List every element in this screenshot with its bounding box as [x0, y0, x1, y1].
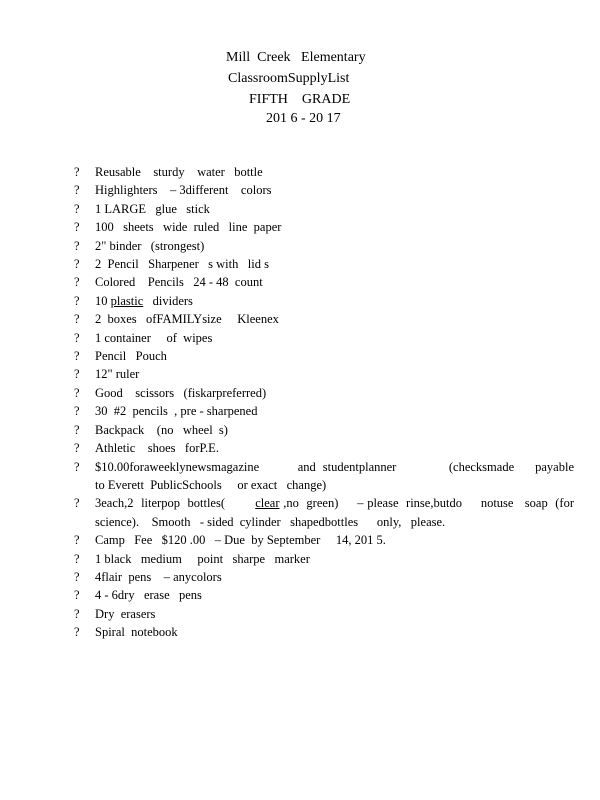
- supply-item-text: [95, 531, 574, 549]
- supply-item-text: [95, 568, 574, 586]
- supply-item-text: [95, 218, 574, 236]
- item-text-part: dividers: [143, 293, 193, 308]
- supply-item-text: [95, 439, 574, 457]
- item-text-part: 1 LARGE glue stick: [95, 201, 210, 216]
- supply-list-item: [74, 550, 574, 568]
- bullet-glyph: ?: [74, 459, 80, 474]
- supply-list-item: [74, 494, 578, 531]
- supply-list-item: [74, 402, 574, 420]
- bullet-glyph: ?: [74, 569, 80, 584]
- bullet-glyph: ?: [74, 201, 80, 216]
- item-text-part: 3each,2 literpop bottles(: [95, 496, 256, 511]
- item-text-part: 30 #2 pencils , pre - sharpened: [95, 404, 258, 419]
- supply-item-text: [95, 402, 574, 420]
- supply-list-item: [74, 586, 574, 604]
- bullet-glyph: ?: [74, 625, 80, 640]
- bullet-glyph: ?: [74, 496, 80, 511]
- supply-item-text: [95, 347, 574, 365]
- supply-item-text: [95, 273, 574, 291]
- item-text-part: 2" binder (strongest): [95, 238, 205, 253]
- item-text-part: ,no green) – please rinse,butdo notuse soap (for science). Smooth - sided cylinder shapedbottles only, please.: [95, 496, 578, 529]
- bullet-glyph: ?: [74, 165, 80, 179]
- bullet-glyph: ?: [74, 330, 80, 345]
- school-name: Mill Creek Elementary: [226, 50, 366, 65]
- supply-item-text: [95, 421, 574, 439]
- school-year: 201 6 - 20 17: [266, 111, 341, 126]
- bullet-glyph: ?: [74, 220, 80, 235]
- item-text-part: Highlighters – 3different colors: [95, 183, 272, 198]
- item-text-part: 2 Pencil Sharpener s with lid s: [95, 257, 269, 272]
- underlined-word: clear: [255, 496, 280, 511]
- supply-item-text: [95, 586, 574, 604]
- supply-list-item: [74, 384, 574, 402]
- item-text-part: Backpack (no wheel s): [95, 422, 228, 437]
- supply-list-item: [74, 237, 574, 255]
- supply-list-item: [74, 623, 574, 641]
- supply-list-item: [74, 329, 574, 347]
- item-text-part: Camp Fee $120 .00 – Due by September 14, 201 5.: [95, 533, 386, 548]
- supply-item-text: [95, 255, 574, 273]
- bullet-glyph: ?: [74, 293, 80, 308]
- bullet-glyph: ?: [74, 551, 80, 566]
- supply-list-item: [74, 181, 574, 199]
- item-text-part: Pencil Pouch: [95, 349, 167, 364]
- supply-item-text: [95, 605, 574, 623]
- item-text-part: Good scissors (fiskarpreferred): [95, 385, 267, 400]
- supply-list-item: [74, 458, 584, 495]
- supply-item-text: [95, 329, 574, 347]
- supply-list-item: [74, 255, 574, 273]
- supply-list-item: [74, 365, 574, 383]
- bullet-glyph: ?: [74, 441, 80, 456]
- bullet-glyph: ?: [74, 533, 80, 548]
- supply-item-text: [95, 494, 578, 531]
- supply-item-text: [95, 163, 574, 181]
- bullet-glyph: ?: [74, 422, 80, 437]
- supply-list-item: [74, 292, 574, 310]
- item-text-part: $10.00foraweeklynewsmagazine and studentplanner (checksmade payable to Everett PublicSchools or exact change): [95, 459, 584, 492]
- supply-item-text: [95, 237, 574, 255]
- supply-list-item: [74, 347, 574, 365]
- bullet-glyph: ?: [74, 588, 80, 603]
- bullet-glyph: ?: [74, 183, 80, 198]
- supply-item-text: [95, 458, 584, 495]
- supply-item-text: [95, 623, 574, 641]
- supply-item-text: [95, 181, 574, 199]
- supply-list-item: [74, 273, 574, 291]
- document-title: ClassroomSupplyList: [228, 71, 350, 86]
- bullet-glyph: ?: [74, 385, 80, 400]
- bullet-glyph: ?: [74, 349, 80, 364]
- bullet-glyph: ?: [74, 312, 80, 327]
- item-text-part: 4flair pens – anycolors: [95, 569, 222, 584]
- item-text-part: 100 sheets wide ruled line paper: [95, 220, 282, 235]
- bullet-glyph: ?: [74, 606, 80, 621]
- item-text-part: 4 - 6dry erase pens: [95, 588, 202, 603]
- item-text-part: Spiral notebook: [95, 625, 178, 640]
- item-text-part: 10: [95, 293, 111, 308]
- supply-list-item: [74, 163, 574, 181]
- item-text-part: Athletic shoes forP.E.: [95, 441, 219, 456]
- item-text-part: 1 black medium point sharpe marker: [95, 551, 310, 566]
- supply-list-item: [74, 531, 574, 549]
- grade-label: FIFTH GRADE: [249, 92, 351, 107]
- item-text-part: Colored Pencils 24 - 48 count: [95, 275, 263, 290]
- bullet-glyph: ?: [74, 367, 80, 382]
- supply-item-text: [95, 310, 574, 328]
- bullet-glyph: ?: [74, 238, 80, 253]
- supply-item-text: [95, 384, 574, 402]
- item-text-part: 2 boxes ofFAMILYsize Kleenex: [95, 312, 279, 327]
- supply-list: [74, 163, 584, 642]
- bullet-glyph: ?: [74, 404, 80, 419]
- item-text-part: 1 container of wipes: [95, 330, 213, 345]
- supply-item-text: [95, 292, 574, 310]
- supply-list-item: [74, 218, 574, 236]
- supply-list-item: [74, 310, 574, 328]
- supply-item-text: [95, 550, 574, 568]
- item-text-part: Dry erasers: [95, 606, 156, 621]
- bullet-glyph: ?: [74, 275, 80, 290]
- supply-list-item: [74, 568, 574, 586]
- supply-item-text: [95, 200, 574, 218]
- supply-list-item: [74, 439, 574, 457]
- underlined-word: plastic: [110, 293, 144, 308]
- supply-list-item: [74, 605, 574, 623]
- supply-list-item: [74, 200, 574, 218]
- bullet-glyph: ?: [74, 257, 80, 272]
- supply-item-text: [95, 365, 574, 383]
- item-text-part: Reusable sturdy water bottle: [95, 165, 263, 179]
- item-text-part: 12" ruler: [95, 367, 140, 382]
- supply-list-item: [74, 421, 574, 439]
